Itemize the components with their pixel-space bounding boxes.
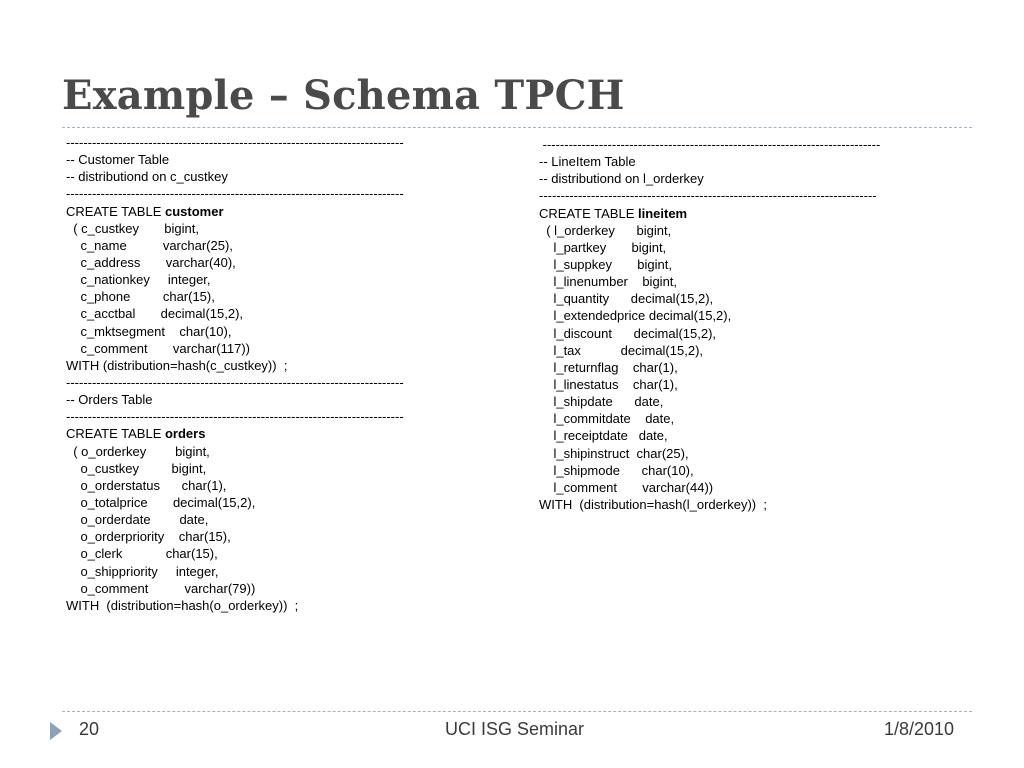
code-line — [66, 391, 404, 408]
code-line — [66, 220, 404, 237]
code-text: o_orderpriority char(15), — [66, 529, 231, 545]
code-line — [66, 151, 404, 168]
code-line — [66, 443, 404, 460]
code-text: c_phone char(15), — [66, 289, 215, 305]
code-text: CREATE TABLE — [66, 203, 165, 219]
footer-center-text: UCI ISG Seminar — [445, 719, 585, 739]
title-divider — [62, 127, 972, 128]
code-text: WITH (distribution=hash(o_orderkey)) ; — [66, 597, 299, 613]
code-line — [66, 168, 404, 185]
code-text: l_tax decimal(15,2), — [539, 342, 704, 358]
code-line — [539, 307, 880, 324]
code-line — [66, 323, 404, 340]
table-name: lineitem — [637, 205, 688, 221]
code-line — [66, 288, 404, 305]
code-text: c_comment varchar(117)) — [66, 340, 250, 356]
code-text: CREATE TABLE — [66, 426, 165, 442]
code-line — [66, 357, 404, 374]
code-line — [539, 376, 880, 393]
code-text: -- Customer Table — [66, 152, 170, 168]
code-line — [66, 305, 404, 322]
code-line — [539, 290, 880, 307]
code-text: ( l_orderkey bigint, — [539, 222, 672, 238]
code-line — [539, 170, 880, 187]
code-line — [539, 496, 880, 513]
code-line — [539, 462, 880, 479]
code-line — [539, 136, 880, 153]
code-text: o_orderdate date, — [66, 512, 209, 528]
bullet-triangle-icon — [50, 722, 62, 740]
code-text: ------------------------------------------------------------------------------ — [66, 135, 404, 150]
code-line — [539, 445, 880, 462]
page-number: 20 — [79, 719, 100, 739]
code-line — [539, 342, 880, 359]
code-line — [66, 203, 404, 220]
code-line — [66, 597, 404, 614]
code-text: WITH (distribution=hash(c_custkey)) ; — [66, 357, 288, 373]
code-text: l_returnflag char(1), — [539, 359, 678, 375]
code-line — [539, 393, 880, 410]
code-text: o_shippriority integer, — [66, 563, 219, 579]
code-text: ------------------------------------------------------------------------------ — [539, 188, 877, 204]
code-text: c_address varchar(40), — [66, 254, 236, 270]
code-line — [539, 256, 880, 273]
lineitem-schema — [539, 136, 880, 513]
code-text: l_shipinstruct char(25), — [539, 445, 689, 461]
code-line — [66, 460, 404, 477]
code-line — [539, 427, 880, 444]
code-line — [539, 239, 880, 256]
code-text: l_suppkey bigint, — [539, 256, 672, 272]
code-text: WITH (distribution=hash(l_orderkey)) ; — [539, 496, 767, 512]
code-line — [539, 410, 880, 427]
code-text: l_commitdate date, — [539, 411, 675, 427]
code-line — [539, 187, 880, 204]
code-text: o_totalprice decimal(15,2), — [66, 494, 256, 510]
code-text: o_comment varchar(79)) — [66, 580, 256, 596]
code-line — [539, 205, 880, 222]
code-text: o_orderstatus char(1), — [66, 477, 227, 493]
code-text: l_comment varchar(44)) — [539, 479, 714, 495]
code-line — [66, 254, 404, 271]
code-line — [66, 477, 404, 494]
code-text: -- distributiond on l_orderkey — [539, 171, 704, 187]
code-line — [66, 528, 404, 545]
code-line — [66, 374, 404, 391]
code-text: ( o_orderkey bigint, — [66, 443, 210, 459]
code-text: ------------------------------------------------------------------------------ — [66, 186, 404, 202]
code-text: l_shipmode char(10), — [539, 462, 694, 478]
code-line — [539, 325, 880, 342]
footer-divider — [62, 711, 972, 712]
code-text: l_discount decimal(15,2), — [539, 325, 717, 341]
code-text: c_name varchar(25), — [66, 237, 233, 253]
code-text: ------------------------------------------------------------------------------ — [66, 409, 404, 425]
table-name: customer — [164, 203, 224, 219]
code-text: CREATE TABLE — [539, 205, 638, 221]
code-text: o_custkey bigint, — [66, 460, 207, 476]
code-line — [66, 134, 404, 151]
code-text: ------------------------------------------------------------------------------ — [539, 137, 881, 152]
code-line — [66, 340, 404, 357]
code-line — [539, 359, 880, 376]
code-text: -- Orders Table — [66, 392, 153, 408]
code-text: l_extendedprice decimal(15,2), — [539, 308, 732, 324]
footer-date: 1/8/2010 — [884, 719, 955, 739]
code-line — [66, 425, 404, 442]
code-text: l_linestatus char(1), — [539, 376, 678, 392]
customer-orders-schema — [66, 134, 404, 614]
code-line — [66, 494, 404, 511]
code-line — [539, 222, 880, 239]
code-line — [66, 185, 404, 202]
code-text: o_clerk char(15), — [66, 546, 218, 562]
code-text: l_shipdate date, — [539, 394, 664, 410]
code-line — [66, 563, 404, 580]
table-name: orders — [164, 426, 206, 442]
code-line — [539, 153, 880, 170]
code-text: l_linenumber bigint, — [539, 274, 678, 290]
code-line — [66, 237, 404, 254]
code-line — [66, 271, 404, 288]
code-line — [539, 479, 880, 496]
code-text: l_receiptdate date, — [539, 428, 668, 444]
code-text: -- LineItem Table — [539, 154, 636, 170]
code-text: c_acctbal decimal(15,2), — [66, 306, 244, 322]
code-text: -- distributiond on c_custkey — [66, 169, 228, 185]
slide-title: Example – Schema TPCH — [62, 72, 625, 119]
code-text: c_nationkey integer, — [66, 272, 211, 288]
code-line — [66, 511, 404, 528]
code-text: ------------------------------------------------------------------------------ — [66, 374, 404, 390]
code-line — [66, 580, 404, 597]
code-text: c_mktsegment char(10), — [66, 323, 232, 339]
code-line — [66, 545, 404, 562]
code-text: ( c_custkey bigint, — [66, 220, 199, 236]
code-text: l_quantity decimal(15,2), — [539, 291, 714, 307]
code-line — [539, 273, 880, 290]
code-line — [66, 408, 404, 425]
code-text: l_partkey bigint, — [539, 239, 667, 255]
